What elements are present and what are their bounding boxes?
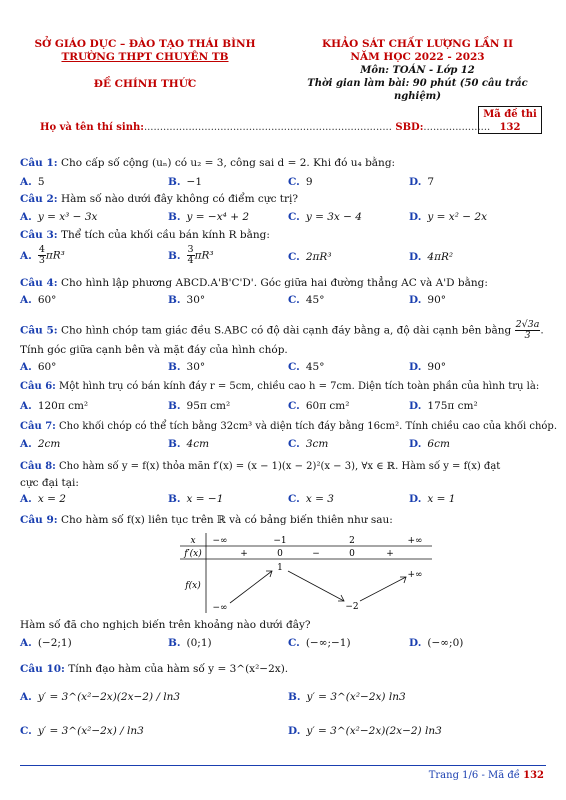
var-f-value: +∞ [407, 570, 423, 580]
question-5-line2: Tính góc giữa cạnh bên và mặt đáy của hình chóp. [20, 344, 288, 356]
subject: Môn: TOÁN - Lớp 12 [360, 65, 475, 76]
question-1 [20, 156, 395, 170]
department-name: SỞ GIÁO DỤC – ĐÀO TẠO THÁI BÌNH [34, 38, 256, 50]
question-6: Câu 6: Một hình trụ có bán kính đáy r = 5cm, chiều cao h = 7cm. Diện tích toàn phần của hình trụ là: [20, 381, 540, 392]
var-x-value: −∞ [212, 536, 228, 546]
question-10: Câu 10: Tính đạo hàm của hàm số y = 3^(x²−2x). [20, 663, 289, 675]
question-3: Câu 3: Thể tích của khối cầu bán kính R bằng: [20, 229, 270, 241]
var-x-value: 2 [349, 536, 355, 546]
question-label: Câu 1: [20, 157, 58, 169]
var-sign: + [240, 549, 248, 559]
q8-option-c[interactable]: C. x = 3 [288, 493, 334, 505]
question-text: Hàm số nào dưới đây không có điểm cực trị? [60, 193, 299, 205]
fraction: $\frac{4}{3}$ [38, 244, 45, 266]
q7-option-a[interactable]: A. 2cm [20, 438, 61, 450]
school-year: NĂM HỌC 2022 - 2023 [350, 51, 485, 63]
exam-time: Thời gian làm bài: 90 phút (50 câu trắc nghiệm) [307, 78, 528, 102]
header-left [20, 38, 270, 91]
exam-code-box [478, 106, 542, 134]
var-f-label: f(x) [185, 581, 201, 591]
var-x-value: +∞ [407, 536, 423, 546]
var-f-value: 1 [277, 563, 283, 573]
q6-option-b[interactable]: B. 95π cm² [168, 400, 231, 412]
q7-option-b[interactable]: B. 4cm [168, 438, 210, 450]
fraction: $\frac{2√3a}{3}$ [515, 319, 540, 341]
exam-code: 132 [499, 122, 521, 133]
q5-option-b[interactable]: B. 30° [168, 361, 206, 373]
question-text: Tính đạo hàm của hàm số y = 3^(x²−2x). [68, 663, 289, 675]
q8-option-a[interactable]: A. x = 2 [20, 493, 66, 505]
q2-option-c[interactable]: C. y = 3x − 4 [288, 211, 362, 223]
var-f-value: −∞ [212, 603, 228, 613]
increase-arrow [230, 571, 272, 603]
footer-code: 132 [523, 770, 544, 781]
q1-option-b[interactable]: B. −1 [168, 176, 203, 188]
q3-option-c[interactable]: C. 2πR³ [288, 251, 332, 263]
official-label: ĐỀ CHÍNH THỨC [93, 78, 197, 90]
q10-option-d[interactable]: D. y′ = 3^(x²−2x)(2x−2) ln3 [288, 725, 442, 737]
exam-title: KHẢO SÁT CHẤT LƯỢNG LẦN II [321, 38, 514, 50]
q6-option-d[interactable]: D. 175π cm² [409, 400, 478, 412]
q5-option-d[interactable]: D. 90° [409, 361, 447, 373]
question-text: Cho hàm số f(x) liên tục trên ℝ và có bảng biến thiên như sau: [60, 514, 393, 526]
question-7: Câu 7: Cho khối chóp có thể tích bằng 32cm³ và diện tích đáy bằng 16cm². Tính chiều cao của khối chóp. [20, 421, 557, 432]
q3-option-b[interactable]: B. $\frac{3}{4}$ πR³ [168, 244, 214, 266]
header-right [285, 38, 550, 103]
q2-option-a[interactable]: A. y = x³ − 3x [20, 211, 98, 223]
decrease-arrow [288, 571, 344, 601]
question-8-line2: cực đại tại: [20, 477, 79, 489]
q2-option-d[interactable]: D. y = x² − 2x [409, 211, 488, 223]
student-name-label: Họ và tên thí sinh: [40, 122, 144, 133]
question-8: Câu 8: Cho hàm số y = f(x) thỏa mãn f′(x) = (x − 1)(x − 2)²(x − 3), ∀x ∈ ℝ. Hàm số y = f(x) đạt [20, 461, 501, 472]
q3-option-a[interactable]: A. $\frac{4}{3}$ πR³ [20, 244, 65, 266]
q10-option-c[interactable]: C. y′ = 3^(x²−2x) / ln3 [20, 725, 144, 737]
student-name-field: .............................................................................. [143, 122, 392, 133]
variation-table [180, 533, 432, 613]
q4-option-a[interactable]: A. 60° [20, 294, 57, 306]
question-text: Cho khối chóp có thể tích bằng 32cm³ và diện tích đáy bằng 16cm². Tính chiều cao của khối chóp. [59, 421, 557, 432]
q9-option-d[interactable]: D. (−∞;0) [409, 637, 464, 649]
student-info [40, 122, 490, 133]
q5-option-a[interactable]: A. 60° [20, 361, 57, 373]
var-sign: 0 [277, 549, 283, 559]
sbd-label: SBD: [395, 122, 424, 133]
exam-code-label: Mã đề thi [483, 109, 537, 120]
question-2: Câu 2: Hàm số nào dưới đây không có điểm cực trị? [20, 193, 299, 205]
q7-option-c[interactable]: C. 3cm [288, 438, 329, 450]
page-footer [429, 770, 544, 781]
var-sign: + [386, 549, 394, 559]
q9-option-a[interactable]: A. (−2;1) [20, 637, 72, 649]
var-fprime-label: f′(x) [184, 549, 202, 559]
q8-option-b[interactable]: B. x = −1 [168, 493, 224, 505]
q10-option-b[interactable]: B. y′ = 3^(x²−2x) ln3 [288, 691, 406, 703]
var-x-value: −1 [273, 536, 287, 546]
question-9-line2: Hàm số đã cho nghịch biến trên khoảng nào dưới đây? [20, 619, 311, 631]
footer-divider [20, 765, 546, 766]
q6-option-c[interactable]: C. 60π cm² [288, 400, 350, 412]
question-text: Thể tích của khối cầu bán kính R bằng: [60, 229, 270, 241]
var-f-value: −2 [345, 602, 359, 612]
question-4: Câu 4: Cho hình lập phương ABCD.A'B'C'D'. Góc giữa hai đường thẳng AC và A'D bằng: [20, 277, 488, 289]
q5-option-c[interactable]: C. 45° [288, 361, 325, 373]
question-text: Cho cấp số cộng (uₙ) có u₂ = 3, công sai d = 2. Khi đó u₄ bằng: [60, 157, 396, 169]
fraction: $\frac{3}{4}$ [187, 244, 194, 266]
var-sign: − [312, 549, 320, 559]
school-name: TRƯỜNG THPT CHUYÊN TB [61, 51, 229, 63]
question-text: Cho hình lập phương ABCD.A'B'C'D'. Góc giữa hai đường thẳng AC và A'D bằng: [60, 277, 488, 289]
q9-option-b[interactable]: B. (0;1) [168, 637, 212, 649]
q4-option-d[interactable]: D. 90° [409, 294, 447, 306]
q4-option-c[interactable]: C. 45° [288, 294, 325, 306]
q1-option-c[interactable]: C. 9 [288, 176, 313, 188]
increase-arrow [360, 577, 406, 601]
sbd-field: ..................... [423, 122, 491, 133]
question-9: Câu 9: Cho hàm số f(x) liên tục trên ℝ và có bảng biến thiên như sau: [20, 514, 393, 526]
var-sign: 0 [349, 549, 355, 559]
var-x-label: x [190, 536, 196, 546]
q4-option-b[interactable]: B. 30° [168, 294, 206, 306]
q3-option-d[interactable]: D. 4πR² [409, 251, 454, 263]
q2-option-b[interactable]: B. y = −x⁴ + 2 [168, 211, 250, 223]
q1-option-d[interactable]: D. 7 [409, 176, 435, 188]
q10-option-a[interactable]: A. y′ = 3^(x²−2x)(2x−2) / ln3 [20, 691, 181, 703]
question-text: Cho hàm số y = f(x) thỏa mãn f′(x) = (x − 1)(x − 2)²(x − 3), ∀x ∈ ℝ. Hàm số y = f(x) đạt [59, 461, 501, 472]
q6-option-a[interactable]: A. 120π cm² [20, 400, 89, 412]
question-text: Cho hình chóp tam giác đều S.ABC có độ dài cạnh đáy bằng a, độ dài cạnh bên bằng [60, 324, 512, 337]
question-text: Một hình trụ có bán kính đáy r = 5cm, chiều cao h = 7cm. Diện tích toàn phần của hình trụ là: [59, 381, 540, 392]
q1-option-a[interactable]: A. 5 [20, 176, 45, 188]
question-5: Câu 5: Cho hình chóp tam giác đều S.ABC có độ dài cạnh đáy bằng a, độ dài cạnh bên bằng $\frac{2√3a}{3}$ . [20, 319, 544, 341]
q9-option-c[interactable]: C. (−∞;−1) [288, 637, 351, 649]
q7-option-d[interactable]: D. 6cm [409, 438, 450, 450]
footer-text: Trang 1/6 - Mã đề [428, 770, 520, 781]
q8-option-d[interactable]: D. x = 1 [409, 493, 456, 505]
